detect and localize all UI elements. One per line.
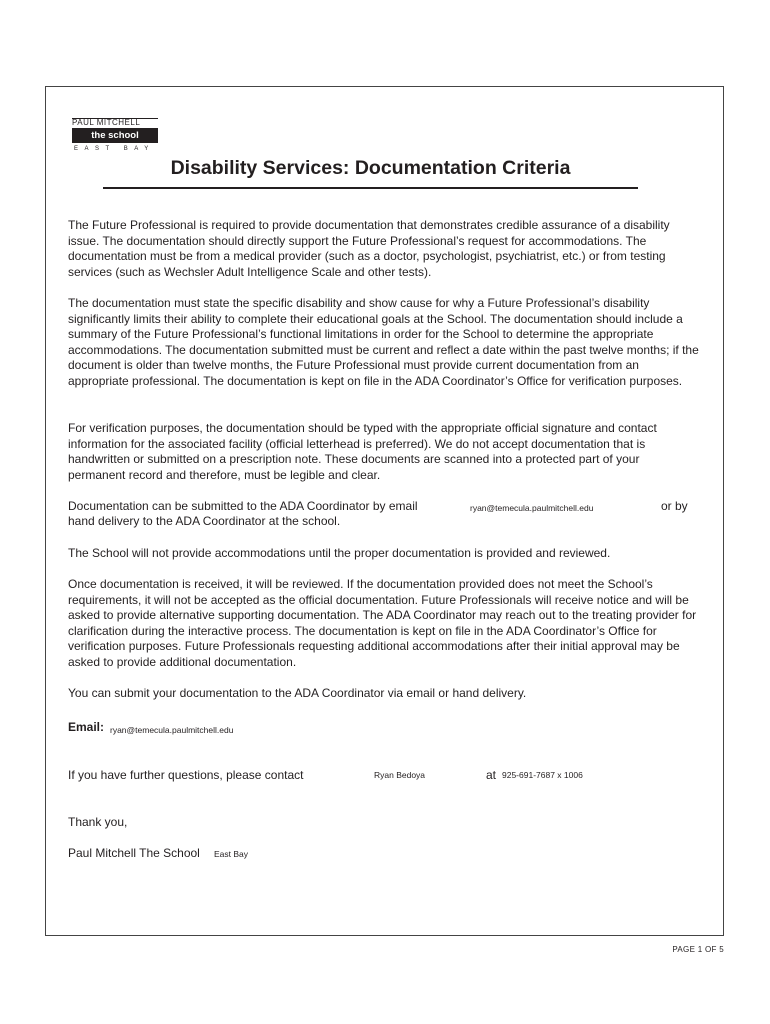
contact-phone-field[interactable]: 925-691-7687 x 1006	[502, 770, 583, 780]
paragraph-3: For verification purposes, the documentation should be typed with the appropriate official signature and contact information for the associated facility (official letterhead is preferred). We do not accept documentation that is handwritten or submitted on a prescription note. These documents are scanned into a protected part of your permanent record and therefore, must be legible and clear.	[68, 421, 657, 482]
paragraph-5: The School will not provide accommodations until the proper documentation is provided and reviewed.	[68, 546, 611, 560]
logo-bottom-text: EAST BAY	[74, 146, 155, 152]
campus-field[interactable]: East Bay	[214, 849, 249, 859]
paragraph-1: The Future Professional is required to provide documentation that demonstrates credible assurance of a disability issue. The documentation should directly support the Future Professional’s request for accommodations. The documentation must be from a medical provider (such as a doctor, psychologist, psychiatrist, etc.) or from testing services (such as Wechsler Adult Intelligence Scale and other tests).	[68, 218, 670, 279]
page-number: PAGE 1 OF 5	[672, 945, 724, 954]
logo-middle-text: the school	[72, 129, 158, 143]
paragraph-4-line-2: hand delivery to the ADA Coordinator at the school.	[68, 514, 341, 528]
closing-signature: Paul Mitchell The School	[68, 846, 200, 860]
paragraph-2: The documentation must state the specific disability and show cause for why a Future Professional’s disability significantly limits their ability to complete their educational goals at the School. The documentation should include a summary of the Future Professional’s functional limitations in order for the School to determine the appropriate accommodations. The documentation submitted must be current and reflect a date within the past twelve months; if the document is older than twelve months, the Future Professional must provide current documentation from an appropriate professional. The documentation is kept on file in the ADA Coordinator’s Office for verification purposes.	[68, 296, 699, 388]
paragraph-7: You can submit your documentation to the ADA Coordinator via email or hand delivery.	[68, 686, 527, 700]
paragraph-4-start: Documentation can be submitted to the ADA Coordinator by email	[68, 499, 418, 513]
contact-at: at	[486, 768, 497, 782]
contact-line-text: If you have further questions, please contact	[68, 768, 304, 782]
paragraph-4-line-1	[68, 499, 700, 515]
email-field[interactable]: ryan@temecula.paulmitchell.edu	[110, 725, 234, 735]
title-underline	[103, 187, 638, 189]
page-title: Disability Services: Documentation Criteria	[170, 157, 571, 179]
school-logo	[72, 118, 158, 152]
email-label: Email:	[68, 720, 105, 734]
logo-top-text: PAUL MITCHELL	[72, 118, 158, 129]
email-field-inline[interactable]: ryan@temecula.paulmitchell.edu	[470, 503, 594, 513]
contact-name-field[interactable]: Ryan Bedoya	[374, 770, 426, 780]
paragraph-6: Once documentation is received, it will be reviewed. If the documentation provided does not meet the School’s requirements, it will not be accepted as the official documentation. Future Professionals will receive notice and will be asked to provide alternative supporting documentation. The ADA Coordinator may reach out to the treating provider for clarification during the interactive process. The documentation is kept on file in the ADA Coordinator’s Office for verification purposes. Future Professionals requesting additional accommodations after their initial approval may be asked to provide additional documentation.	[68, 577, 697, 669]
paragraph-4-or-by: or by	[661, 499, 688, 513]
closing-thanks: Thank you,	[68, 815, 128, 829]
